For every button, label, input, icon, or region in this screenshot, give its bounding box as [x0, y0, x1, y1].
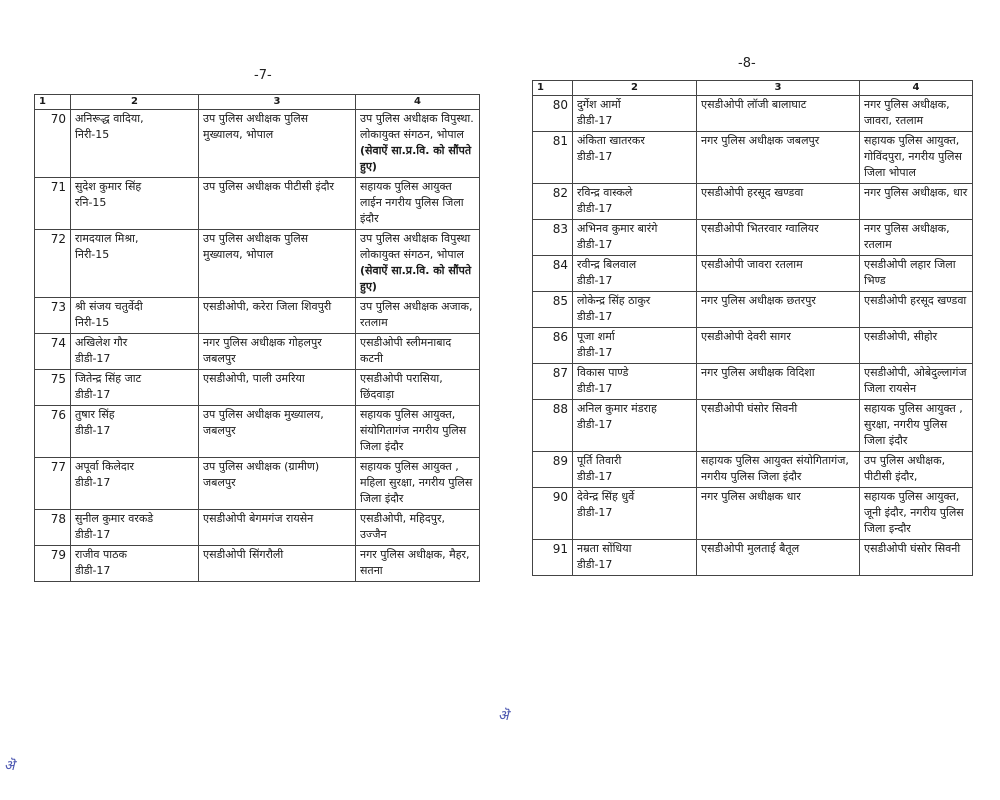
table-row — [533, 292, 973, 328]
serial-number: 70 — [35, 110, 71, 178]
new-posting-cell — [356, 510, 480, 546]
serial-number: 83 — [533, 220, 573, 256]
column-header-serial: 1 — [35, 95, 71, 110]
officer-name: अपूर्वा किलेदार — [75, 460, 135, 473]
new-posting-cell — [860, 400, 973, 452]
new-posting: उप पुलिस अधीक्षक विपुस्था. लोकायुक्त संगठन, भोपाल — [360, 112, 474, 141]
officer-cell — [573, 364, 697, 400]
table-row — [533, 256, 973, 292]
new-posting: सहायक पुलिस आयुक्त, गोविंदपुरा, नगरीय पुलिस जिला भोपाल — [864, 134, 962, 179]
transfer-table-page-7 — [34, 94, 480, 582]
new-posting: सहायक पुलिस आयुक्त , सुरक्षा, नगरीय पुलिस जिला इंदौर — [864, 402, 963, 447]
officer-grade: डीडी-17 — [577, 418, 613, 431]
table-row — [35, 458, 480, 510]
new-posting-cell — [860, 256, 973, 292]
new-posting-cell — [860, 540, 973, 576]
signature-mark: ऄ — [4, 758, 15, 774]
officer-grade: निरी-15 — [75, 128, 110, 141]
officer-cell — [71, 110, 199, 178]
officer-cell — [573, 292, 697, 328]
serial-number: 84 — [533, 256, 573, 292]
serial-number: 74 — [35, 334, 71, 370]
serial-number: 86 — [533, 328, 573, 364]
column-header-current-post: 3 — [199, 95, 356, 110]
officer-grade: डीडी-17 — [577, 202, 613, 215]
new-posting-cell — [860, 132, 973, 184]
current-posting: नगर पुलिस अधीक्षक जबलपुर — [697, 132, 860, 184]
column-header-new-post: 4 — [860, 81, 973, 96]
officer-name: नम्रता सोंधिया — [577, 542, 632, 555]
new-posting-cell — [356, 178, 480, 230]
officer-name: सुनील कुमार वरकडे — [75, 512, 154, 525]
serial-number: 85 — [533, 292, 573, 328]
table-row — [533, 400, 973, 452]
serial-number: 82 — [533, 184, 573, 220]
current-posting: एसडीओपी मुलताई बैतूल — [697, 540, 860, 576]
new-posting-cell — [356, 458, 480, 510]
new-posting: नगर पुलिस अधीक्षक, जावरा, रतलाम — [864, 98, 950, 127]
page-number: -7- — [254, 68, 272, 83]
column-header-serial: 1 — [533, 81, 573, 96]
officer-name: तुषार सिंह — [75, 408, 115, 421]
officer-name: रविन्द्र वास्कले — [577, 186, 633, 199]
officer-grade: डीडी-17 — [577, 382, 613, 395]
new-posting: नगर पुलिस अधीक्षक, रतलाम — [864, 222, 950, 251]
officer-cell — [573, 400, 697, 452]
serial-number: 79 — [35, 546, 71, 582]
current-posting: एसडीओपी जावरा रतलाम — [697, 256, 860, 292]
serial-number: 75 — [35, 370, 71, 406]
new-posting: सहायक पुलिस आयुक्त, जूनी इंदौर, नगरीय पुलिस जिला इन्दौर — [864, 490, 964, 535]
officer-grade: रनि-15 — [75, 196, 107, 209]
serial-number: 72 — [35, 230, 71, 298]
new-posting-cell — [860, 328, 973, 364]
officer-name: सुदेश कुमार सिंह — [75, 180, 142, 193]
page-number: -8- — [738, 56, 756, 71]
officer-cell — [71, 334, 199, 370]
table-row — [533, 328, 973, 364]
new-posting: उप पुलिस अधीक्षक, पीटीसी इंदौर, — [864, 454, 946, 483]
officer-cell — [71, 458, 199, 510]
new-posting: उप पुलिस अधीक्षक अजाक, रतलाम — [360, 300, 473, 329]
serial-number: 89 — [533, 452, 573, 488]
serial-number: 73 — [35, 298, 71, 334]
current-posting: एसडीओपी सिंगरौली — [199, 546, 356, 582]
new-posting-cell — [860, 96, 973, 132]
new-posting: एसडीओपी, महिदपुर, उज्जैन — [360, 512, 445, 541]
officer-cell — [71, 230, 199, 298]
table-row — [533, 364, 973, 400]
officer-cell — [71, 370, 199, 406]
new-posting: एसडीओपी लहार जिला भिण्ड — [864, 258, 956, 287]
officer-cell — [573, 328, 697, 364]
current-posting: एसडीओपी, पाली उमरिया — [199, 370, 356, 406]
table-row — [533, 488, 973, 540]
column-header-current-post: 3 — [697, 81, 860, 96]
officer-name: श्री संजय चतुर्वेदी — [75, 300, 143, 313]
officer-grade: डीडी-17 — [577, 114, 613, 127]
new-posting: एसडीओपी घंसोर सिवनी — [864, 542, 961, 555]
column-header-new-post: 4 — [356, 95, 480, 110]
officer-cell — [573, 256, 697, 292]
new-posting: एसडीओपी स्लीमनाबाद कटनी — [360, 336, 452, 365]
serial-number: 78 — [35, 510, 71, 546]
officer-grade: डीडी-17 — [75, 424, 111, 437]
new-posting: एसडीओपी, सीहोर — [864, 330, 938, 343]
serial-number: 71 — [35, 178, 71, 230]
officer-grade: डीडी-17 — [577, 238, 613, 251]
officer-grade: डीडी-17 — [577, 346, 613, 359]
new-posting-cell — [356, 370, 480, 406]
serial-number: 88 — [533, 400, 573, 452]
officer-grade: डीडी-17 — [577, 506, 613, 519]
serial-number: 76 — [35, 406, 71, 458]
posting-note: (सेवाऐं सा.प्र.वि. को सौंपते हुए) — [360, 144, 472, 173]
table-row — [35, 370, 480, 406]
officer-name: पूर्ति तिवारी — [577, 454, 622, 467]
transfer-table-page-8 — [532, 80, 973, 576]
officer-name: अनिल कुमार मंडराह — [577, 402, 657, 415]
new-posting: सहायक पुलिस आयुक्त , महिला सुरक्षा, नगरीय पुलिस जिला इंदौर — [360, 460, 473, 505]
officer-cell — [573, 96, 697, 132]
current-posting: नगर पुलिस अधीक्षक विदिशा — [697, 364, 860, 400]
officer-cell — [71, 178, 199, 230]
officer-name: रवीन्द्र बिलवाल — [577, 258, 637, 271]
officer-name: दुर्गेश आर्मो — [577, 98, 621, 111]
table-row — [35, 110, 480, 178]
officer-cell — [573, 220, 697, 256]
officer-grade: निरी-15 — [75, 316, 110, 329]
new-posting-cell — [860, 364, 973, 400]
new-posting-cell — [356, 546, 480, 582]
officer-grade: डीडी-17 — [577, 274, 613, 287]
new-posting-cell — [860, 292, 973, 328]
officer-name: अंकिता खातरकर — [577, 134, 645, 147]
serial-number: 91 — [533, 540, 573, 576]
current-posting: एसडीओपी हरसूद खण्डवा — [697, 184, 860, 220]
new-posting: उप पुलिस अधीक्षक विपुस्था लोकायुक्त संगठन, भोपाल — [360, 232, 471, 261]
officer-grade: डीडी-17 — [577, 558, 613, 571]
current-posting: नगर पुलिस अधीक्षक गोहलपुर जबलपुर — [199, 334, 356, 370]
signature-mark: ऄ — [498, 708, 509, 724]
new-posting-cell — [860, 220, 973, 256]
header-row — [533, 81, 973, 96]
table-row — [533, 96, 973, 132]
current-posting: उप पुलिस अधीक्षक पुलिस मुख्यालय, भोपाल — [199, 230, 356, 298]
officer-name: अनिरूद्ध वादिया, — [75, 112, 144, 125]
new-posting-cell — [356, 110, 480, 178]
new-posting: सहायक पुलिस आयुक्त, संयोगितागंज नगरीय पुलिस जिला इंदौर — [360, 408, 467, 453]
current-posting: उप पुलिस अधीक्षक पीटीसी इंदौर — [199, 178, 356, 230]
current-posting: एसडीओपी लॉजी बालाघाट — [697, 96, 860, 132]
serial-number: 77 — [35, 458, 71, 510]
new-posting: एसडीओपी हरसूद खण्डवा — [864, 294, 967, 307]
new-posting-cell — [860, 184, 973, 220]
officer-name: पूजा शर्मा — [577, 330, 615, 343]
officer-name: अभिनव कुमार बारंगे — [577, 222, 658, 235]
table-row — [533, 132, 973, 184]
officer-grade: डीडी-17 — [577, 310, 613, 323]
officer-cell — [573, 452, 697, 488]
officer-name: विकास पाण्डे — [577, 366, 629, 379]
officer-name: लोकेन्द्र सिंह ठाकुर — [577, 294, 651, 307]
officer-cell — [573, 488, 697, 540]
current-posting: एसडीओपी, करेरा जिला शिवपुरी — [199, 298, 356, 334]
current-posting: एसडीओपी बेगमगंज रायसेन — [199, 510, 356, 546]
officer-cell — [573, 540, 697, 576]
officer-grade: डीडी-17 — [577, 150, 613, 163]
new-posting-cell — [860, 452, 973, 488]
new-posting: नगर पुलिस अधीक्षक, धार — [864, 186, 968, 199]
officer-name: रामदयाल मिश्रा, — [75, 232, 139, 245]
officer-grade: डीडी-17 — [577, 470, 613, 483]
current-posting: नगर पुलिस अधीक्षक छतरपुर — [697, 292, 860, 328]
new-posting: एसडीओपी परासिया, छिंदवाड़ा — [360, 372, 443, 401]
officer-cell — [573, 184, 697, 220]
table-row — [35, 546, 480, 582]
officer-grade: डीडी-17 — [75, 352, 111, 365]
officer-name: देवेन्द्र सिंह धुर्वे — [577, 490, 635, 503]
officer-cell — [71, 546, 199, 582]
current-posting: सहायक पुलिस आयुक्त संयोगितागंज, नगरीय पुलिस जिला इंदौर — [697, 452, 860, 488]
current-posting: उप पुलिस अधीक्षक पुलिस मुख्यालय, भोपाल — [199, 110, 356, 178]
table-row — [533, 452, 973, 488]
officer-cell — [71, 406, 199, 458]
officer-grade: डीडी-17 — [75, 476, 111, 489]
table-row — [533, 184, 973, 220]
table-row — [35, 178, 480, 230]
officer-cell — [71, 510, 199, 546]
current-posting: नगर पुलिस अधीक्षक धार — [697, 488, 860, 540]
table-row — [35, 510, 480, 546]
table-row — [533, 220, 973, 256]
officer-name: राजीव पाठक — [75, 548, 127, 561]
serial-number: 80 — [533, 96, 573, 132]
current-posting: एसडीओपी भितरवार ग्वालियर — [697, 220, 860, 256]
officer-name: अखिलेश गौर — [75, 336, 128, 349]
new-posting-cell — [356, 406, 480, 458]
officer-cell — [71, 298, 199, 334]
new-posting: एसडीओपी, ओबेदुल्लागंज जिला रायसेन — [864, 366, 967, 395]
new-posting-cell — [356, 230, 480, 298]
serial-number: 81 — [533, 132, 573, 184]
table-row — [533, 540, 973, 576]
officer-grade: डीडी-17 — [75, 388, 111, 401]
officer-grade: डीडी-17 — [75, 564, 111, 577]
new-posting-cell — [356, 334, 480, 370]
officer-name: जितेन्द्र सिंह जाट — [75, 372, 142, 385]
new-posting-cell — [860, 488, 973, 540]
officer-grade: डीडी-17 — [75, 528, 111, 541]
table-row — [35, 406, 480, 458]
serial-number: 90 — [533, 488, 573, 540]
new-posting: नगर पुलिस अधीक्षक, मैहर, सतना — [360, 548, 470, 577]
posting-note: (सेवाऐं सा.प्र.वि. को सौंपते हुए) — [360, 264, 472, 293]
current-posting: एसडीओपी घंसोर सिवनी — [697, 400, 860, 452]
column-header-name: 2 — [573, 81, 697, 96]
new-posting: सहायक पुलिस आयुक्त लाईन नगरीय पुलिस जिला इंदौर — [360, 180, 464, 225]
officer-grade: निरी-15 — [75, 248, 110, 261]
current-posting: एसडीओपी देवरी सागर — [697, 328, 860, 364]
new-posting-cell — [356, 298, 480, 334]
current-posting: उप पुलिस अधीक्षक (ग्रामीण) जबलपुर — [199, 458, 356, 510]
column-header-name: 2 — [71, 95, 199, 110]
current-posting: उप पुलिस अधीक्षक मुख्यालय, जबलपुर — [199, 406, 356, 458]
header-row — [35, 95, 480, 110]
serial-number: 87 — [533, 364, 573, 400]
table-row — [35, 298, 480, 334]
officer-cell — [573, 132, 697, 184]
table-row — [35, 334, 480, 370]
table-row — [35, 230, 480, 298]
